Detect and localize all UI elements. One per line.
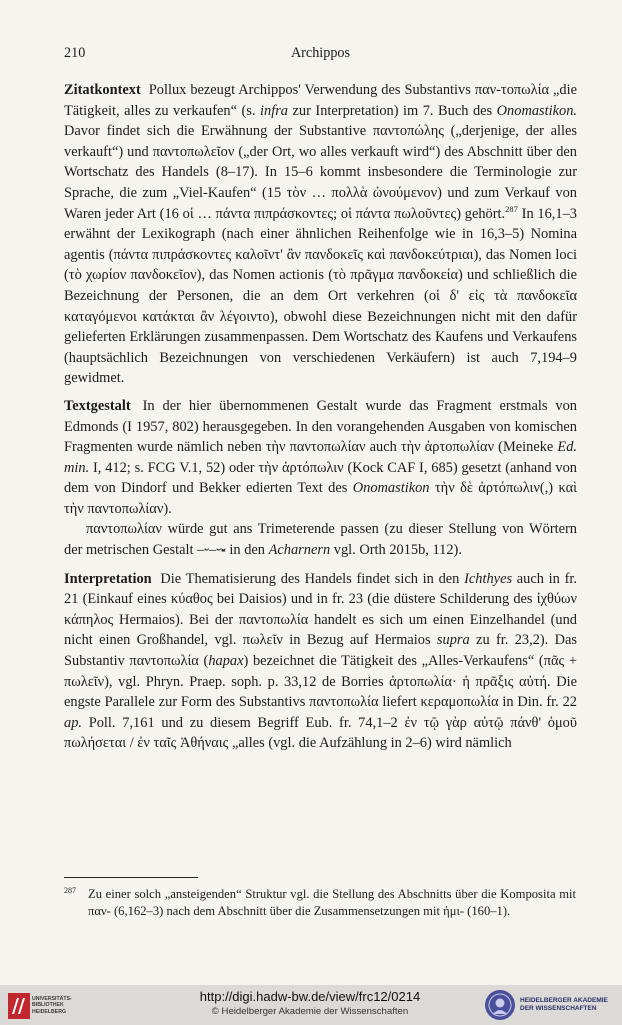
text-run: zu fr. 23,2). Das Substantiv παντοπωλία ( [64, 632, 577, 670]
text-run: zur Interpretation) im 7. Buch des [288, 102, 497, 119]
bottom-bar [0, 985, 622, 1025]
academy-seal-icon [484, 989, 516, 1021]
footnote [64, 886, 577, 920]
section-heading: Textgestalt [64, 397, 131, 414]
text-run: I, 412; s. FCG V.1, 52) oder τὴν ἀρτόπωλιν (Kock CAF I, 685) gesetzt (anhand von dem von Dindorf und Bekker edierten Text des [64, 459, 577, 497]
paragraph [64, 519, 577, 560]
text-run: Poll. 7,161 und zu diesem Begriff Eub. fr. 74,1–2 ἐν τῷ γὰρ αὐτῷ πάνθ' ὁμοῦ πωλήσεται / ἐν ταῖς Ἀθήναις „alles (vgl. die Aufzählung in 2–6) wird nämlich [64, 714, 577, 752]
text-run-italic: Acharnern [268, 542, 331, 559]
library-logo-icon [8, 993, 30, 1019]
bar-center [150, 989, 470, 1019]
section-interpretation [64, 569, 577, 754]
section-heading: Interpretation [64, 570, 152, 587]
copyright-notice: © Heidelberger Akademie der Wissenschaften [211, 1006, 409, 1017]
library-logo-text [32, 996, 72, 1015]
logo-line: BIBLIOTHEK [32, 1002, 64, 1009]
text-run: vgl. Orth 2015b, 112). [330, 542, 462, 559]
logo-line: HEIDELBERG [32, 1008, 67, 1015]
text-run: ) bezeichnet die Tätigkeit des „Alles-Verkaufens“ (πᾶς + πωλεῖν), vgl. Phryn. Praep. soph. p. 33,12 de Borries ἀρτοπωλία· ἡ πρᾶξις αὐτή. Die engste Parallele zur Form des Substantivs παντοπωλία liefert κεραμοπωλία in Din. fr. 22 [64, 653, 578, 711]
footnote-rule [64, 877, 198, 878]
page-number: 210 [64, 45, 86, 61]
footnote-text: Zu einer solch „ansteigenden“ Struktur vgl. die Stellung des Abschnitts über die Komposita mit παν- (6,162–3) nach dem Abschnitt über die Zusammensetzungen mit ἡμι- (160–1). [88, 887, 576, 919]
permalink-url[interactable]: http://digi.hadw-bw.de/view/frc12/0214 [199, 989, 421, 1004]
text-run: Pollux bezeugt Archippos' Verwendung des Substantivs παν-τοπωλία „die Tätigkeit, alles zu verkaufen“ (s. [64, 82, 577, 119]
text-run: auch in fr. 21 (Einkauf eines κύαθος bei Daisios) und in fr. 23 (die düstere Schilderung des ἰχθύων κάπηλος Hermaios). Bei der παντοπωλία handelt es sich um einen Einzelhandel (und nicht einen Großhandel, vgl. πωλεῖν in Bezug auf Hermaios [64, 570, 577, 649]
text-run-italic: Onomastikon [352, 480, 430, 497]
text-run-italic: supra [436, 632, 470, 649]
logo-line: HEIDELBERGER AKADEMIE [520, 997, 608, 1004]
text-run: Davor findet sich die Erwähnung der Substantive παντοπώλης („derjenige, der alles verkauft“) und παντοπωλεῖον („der Ort, wo alles verkauft wird“) des Abschnitt über den Wortschatz des Handels (8–17). In 15–6 kommt insbesondere die Terminologie zur Sprache, die zum „Viel-Kaufen“ (15 τὸν … πολλὰ ὠνούμενον) und zum Verkauf von Waren jeder Art (16 οἱ … πάντα πιπράσκοντες; οἱ πάντα πωλοῦντες) gehört. [64, 123, 577, 222]
text-run-italic: Onomastikon. [496, 102, 577, 119]
academy-logo-text [520, 997, 608, 1013]
section-textgestalt [64, 396, 577, 520]
text-run: παντοπωλίαν würde gut ans Trimeterende passen (zu dieser Stellung von Wörtern der metrischen Gestalt –⏑–⏑⏓ in den [64, 521, 577, 559]
section-zitatkontext [64, 80, 577, 389]
text-run-italic: Ichthyes [464, 570, 513, 587]
text-run: In 16,1–3 erwähnt der Lexikograph (nach einer ähnlichen Reihenfolge wie in 16,3–5) Nomina agentis (πάντα πιπράσκοντες καλοῖντ' ἂν πανδοκεῖς καὶ πανδοκεύτριαι), das Nomen loci (τὸ χωρίον πανδοκεῖον), das Nomen actionis (τὸ πρᾶγμα πανδοκεία) und schließlich die Bezeichnung der Personen, die an dem Ort verkehren (οἱ δ' εἰς τὰ πανδοκεῖα καταγόμενοι κατάκται ἂν λέγοιντο), obwohl diese Bezeichnungen nicht mit den dafür gelieferten Erklärungen zusammenpassen. Dem Wortschatz des Kaufens und Verkaufens (hauptsächlich Bezeichnungen von verschiedenen Verkäufern) ist auch 7,194–9 gewidmet. [64, 205, 577, 387]
logo-line: DER WISSENSCHAFTEN [520, 1005, 597, 1012]
text-run-italic: ap. [64, 714, 82, 731]
footnote-ref[interactable]: 287 [505, 203, 518, 214]
footnote-number: 287 [64, 886, 76, 895]
text-run-italic: hapax [208, 653, 244, 670]
text-run: In der hier übernommenen Gestalt wurde das Fragment erstmals von Edmonds (I 1957, 802) herausgegeben. In den vorangehenden Ausgaben von komischen Fragmenten wurde nämlich neben τὴν παντοπωλίαν auch τὴν ἀρτοπωλίαν (Meineke [64, 397, 577, 456]
text-run-italic: Ed. min. [64, 439, 577, 476]
logo-line: UNIVERSITÄTS- [32, 996, 72, 1002]
text-run-italic: infra [260, 102, 288, 119]
text-run: τὴν δὲ ἀρτόπωλιν(,) καὶ τὴν παντοπωλίαν). [64, 480, 577, 517]
running-head [64, 44, 577, 62]
academy-logo[interactable] [484, 989, 616, 1021]
section-heading: Zitatkontext [64, 82, 141, 98]
main-text [64, 80, 577, 754]
university-library-logo[interactable] [8, 993, 90, 1019]
text-run: Die Thematisierung des Handels findet sich in den [160, 570, 465, 587]
running-title: Archippos [290, 45, 351, 61]
